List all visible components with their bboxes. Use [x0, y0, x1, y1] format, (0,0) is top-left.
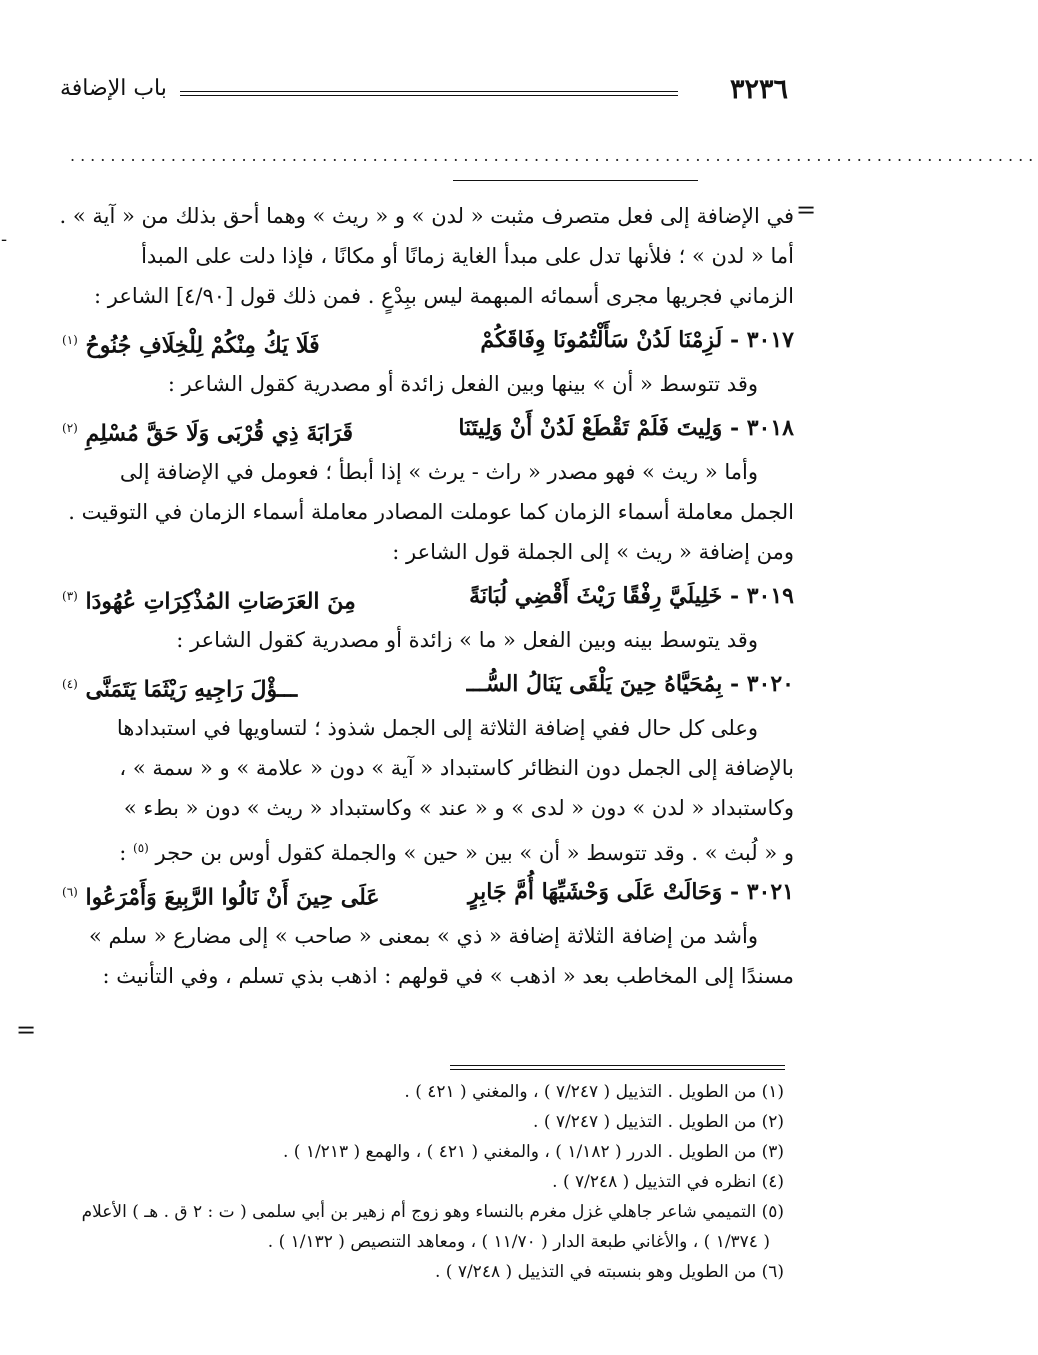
continuation-mark-end: = — [16, 1016, 37, 1044]
continuation-mark-start: = — [796, 196, 817, 224]
verse-second-hemistich: ـــؤْلَ رَاجِيهِ رَيْثَمَا يَتَمَنَّى — [85, 676, 298, 703]
verse-second-hemistich: قَرَابَةَ ذِي قُرْبَى وَلَا حَقَّ مُسْلِمِ — [85, 420, 354, 447]
header-rule — [180, 91, 678, 92]
main-text — [59, 196, 794, 996]
verse-first-hemistich: وَحَالَتْ عَلَى وَحْشَيِّهَا أُمَّ جَابِرٍ — [468, 879, 723, 905]
text-line: وأشد من إضافة الثلاثة إضافة « ذي » بمعنى « صاحب » إلى مضارع « سلم » — [88, 924, 758, 948]
verse-second-hemistich: عَلَى حِينَ أَنْ نَالُوا الرَّبِيعَ وَأَمْرَعُوا — [85, 884, 380, 911]
dotted-separator: ................................................................................................ — [70, 146, 1038, 165]
verse-3018 — [62, 404, 794, 452]
footnote-1: (١) من الطويل . التذييل ( ٧/٢٤٧ ) ، والمغني ( ٤٢١ ) . — [404, 1082, 784, 1102]
footnote-rule — [450, 1065, 785, 1066]
text-line: ومن إضافة « ريث » إلى الجملة قول الشاعر : — [392, 540, 794, 564]
verse-number: ٣٠٢١ - — [729, 879, 794, 905]
footnote-ref: (٦) — [62, 885, 78, 899]
footnote-6: (٦) من الطويل وهو بنسبته في التذييل ( ٧/٢٤٨ ) . — [434, 1262, 784, 1282]
verse-3020 — [62, 660, 794, 708]
verse-number: ٣٠١٨ - — [729, 415, 794, 441]
verse-number: ٣٠٢٠ - — [729, 671, 794, 697]
page-header — [60, 74, 788, 114]
text-line: في الإضافة إلى فعل متصرف مثبت « لدن » و « ريث » وهما أحق بذلك من « آية » . — [59, 204, 794, 228]
footnote-5-continued: ( ١/٣٧٤ ) ، والأغاني طبعة الدار ( ١١/٧٠ ) ، ومعاهد التنصيص ( ١/١٣٢ ) . — [267, 1232, 770, 1252]
verse-first-hemistich: وَلِيتَ فَلَمْ تَقْطَعْ لَدُنْ أَنْ وَلِيتَنَا — [458, 415, 723, 441]
text-line: وقد يتوسط بينه وبين الفعل « ما » زائدة أو مصدرية كقول الشاعر : — [176, 628, 758, 652]
verse-first-hemistich: خَلِيلَيَّ رِفْقًا رَيْثَ أَقْضِي لُبَانَةً — [469, 583, 723, 609]
footnote-ref: (١) — [62, 333, 78, 347]
text-line: وعلى كل حال ففي إضافة الثلاثة إلى الجمل شذوذ ؛ لتساويها في استبدادها — [116, 716, 758, 740]
footnote-ref: (٢) — [62, 421, 78, 435]
verse-second-hemistich: مِنَ العَرَصَاتِ المُذْكِرَاتِ عُهُودَا — [85, 588, 356, 615]
text-line: وقد تتوسط « أن » بينها وبين الفعل زائدة أو مصدرية كقول الشاعر : — [167, 372, 758, 396]
text-line: الجمل معاملة أسماء الزمان كما عوملت المصادر معاملة أسماء الزمان في التوقيت . — [68, 500, 794, 524]
text-segment: و « لُبث » . وقد تتوسط « أن » بين « حين » والجملة كقول أوس بن حجر — [155, 841, 794, 865]
text-line: وأما « ريث » فهو مصدر « راث - يرث » إذا أبطأ ؛ فعومل في الإضافة إلى — [119, 460, 758, 484]
chapter-title: باب الإضافة — [60, 76, 167, 101]
verse-first-hemistich: لَزِمْنَا لَدُنْ سَأَلْتُمُونَا وِفَاقَكُمْ — [480, 327, 723, 353]
footnote-5: (٥) التميمي شاعر جاهلي غزل مغرم بالنساء وهو زوج أم زهير بن أبي سلمى ( ت : ٢ ق . هـ ) الأعلام — [81, 1202, 784, 1222]
text-line: الزماني فجريها مجرى أسمائه المبهمة ليس ببِدْعٍ . فمن ذلك قول [٤/٩٠] الشاعر : — [94, 284, 794, 308]
footnote-ref: (٣) — [62, 589, 78, 603]
verse-3021 — [62, 868, 794, 916]
margin-tick: - — [1, 229, 8, 250]
verse-3017 — [62, 316, 794, 364]
footnote-ref: (٥) — [133, 841, 149, 855]
verse-number: ٣٠١٧ - — [729, 327, 794, 353]
page-number: ٣٢٣٦ — [729, 74, 788, 105]
verse-second-hemistich: فَلَا يَكُ مِنْكُمْ لِلْخِلَافِ جُنُوحُ — [85, 332, 320, 359]
footnote-rule — [450, 1069, 785, 1070]
text-line: وكاستبداد « لدن » دون « لدى » و « عند » وكاستبداد « ريث » دون « بطء » — [123, 796, 794, 820]
text-line: بالإضافة إلى الجمل دون النظائر كاستبداد « آية » دون « علامة » و « سمة » ، — [119, 756, 794, 780]
verse-3019 — [62, 572, 794, 620]
footnote-4: (٤) انظره في التذييل ( ٧/٢٤٨ ) . — [552, 1172, 784, 1192]
footnote-3: (٣) من الطويل . الدرر ( ١/١٨٢ ) ، والمغني ( ٤٢١ ) ، والهمع ( ١/٢١٣ ) . — [282, 1142, 784, 1162]
continuation-rule — [453, 180, 698, 181]
verse-number: ٣٠١٩ - — [729, 583, 794, 609]
text-line: أما « لدن » ؛ فلأنها تدل على مبدأ الغاية زمانًا أو مكانًا ، فإذا دلت على المبدأ — [141, 244, 794, 268]
verse-first-hemistich: بِمُحَيَّاهُ حِينَ يَلْقَى يَنَالُ السُّـــ — [466, 671, 723, 697]
footnotes — [81, 1077, 784, 1287]
text-line: مسندًا إلى المخاطب بعد « اذهب » في قولهم : اذهب بذي تسلم ، وفي التأنيث : — [102, 964, 794, 988]
text-line — [62, 828, 794, 868]
punctuation: : — [119, 841, 127, 865]
footnote-2: (٢) من الطويل . التذييل ( ٧/٢٤٧ ) . — [533, 1112, 784, 1132]
footnote-ref: (٤) — [62, 677, 78, 691]
header-rule — [180, 95, 678, 96]
